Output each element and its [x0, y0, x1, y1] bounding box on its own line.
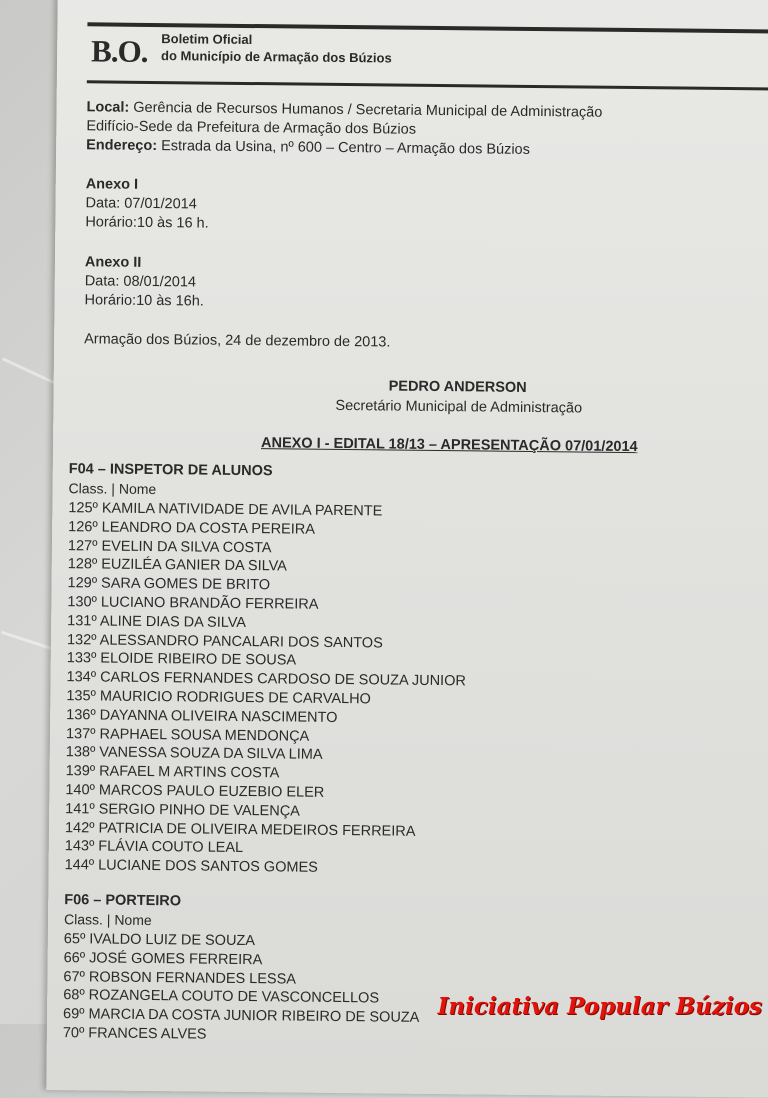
annex1-date: Data: 07/01/2014: [85, 195, 197, 213]
list-item: 138º VANESSA SOUZA DA SILVA LIMA: [65, 744, 323, 764]
list-item: 129º SARA GOMES DE BRITO: [67, 575, 271, 594]
bulletin-title-line1: Boletim Oficial: [161, 31, 253, 48]
document-page: [46, 0, 768, 1098]
place-date: Armação dos Búzios, 24 de dezembro de 2013.: [84, 331, 391, 351]
list-item: 144º LUCIANE DOS SANTOS GOMES: [64, 857, 318, 876]
address-value: Estrada da Usina, nº 600 – Centro – Armação dos Búzios: [161, 138, 530, 158]
annex1-block: [85, 175, 209, 233]
watermark-text: Iniciativa Popular Búzios: [437, 993, 762, 1020]
annex2-title: Anexo II: [84, 254, 142, 271]
section-f06-title: F06 – PORTEIRO: [64, 892, 182, 910]
section-f04-title: F04 – INSPETOR DE ALUNOS: [68, 461, 273, 480]
list-item: 132º ALESSANDRO PANCALARI DOS SANTOS: [66, 631, 383, 652]
list-item: 131º ALINE DIAS DA SILVA: [67, 612, 247, 631]
annex2-block: [84, 253, 204, 311]
list-item: 139º RAFAEL M ARTINS COSTA: [65, 763, 280, 782]
list-item: 130º LUCIANO BRANDÃO FERREIRA: [67, 594, 319, 613]
bulletin-title-line2: do Município de Armação dos Búzios: [161, 48, 392, 66]
list-item: 143º FLÁVIA COUTO LEAL: [64, 838, 244, 857]
list-item: 125º KAMILA NATIVIDADE DE AVILA PARENTE: [68, 500, 383, 520]
section-f04-column-header: Class. | Nome: [68, 480, 157, 498]
list-item: 66º JOSÉ GOMES FERREIRA: [63, 949, 263, 968]
building-line: Edifício-Sede da Prefeitura de Armação dos Búzios: [86, 118, 417, 138]
list-item: 136º DAYANNA OLIVEIRA NASCIMENTO: [66, 706, 338, 726]
header-rule: [87, 80, 768, 91]
annex-heading: ANEXO I - EDITAL 18/13 – APRESENTAÇÃO 07/01/2014: [260, 435, 638, 456]
list-item: 134º CARLOS FERNANDES CARDOSO DE SOUZA JUNIOR: [66, 669, 466, 690]
list-item: 70º FRANCES ALVES: [62, 1025, 207, 1043]
address-line: [86, 136, 602, 160]
list-item: 65º IVALDO LUIZ DE SOUZA: [63, 931, 256, 950]
annex2-time: Horário:10 às 16h.: [84, 292, 204, 310]
local-value: Gerência de Recursos Humanos / Secretaria Municipal de Administração: [133, 99, 603, 121]
section-f06-column-header: Class. | Nome: [63, 911, 152, 929]
list-item: 126º LEANDRO DA COSTA PEREIRA: [68, 518, 316, 538]
bo-logo: B.O.: [90, 33, 148, 69]
signature-name: PEDRO ANDERSON: [388, 378, 527, 396]
list-item: 133º ELOIDE RIBEIRO DE SOUSA: [66, 650, 297, 669]
list-item: 140º MARCOS PAULO EUZEBIO ELER: [65, 782, 325, 801]
list-item: 141º SERGIO PINHO DE VALENÇA: [65, 800, 300, 820]
annex1-title: Anexo I: [85, 176, 139, 193]
annex1-time: Horário:10 às 16 h.: [85, 214, 209, 232]
list-item: 142º PATRICIA DE OLIVEIRA MEDEIROS FERREIRA: [64, 819, 416, 840]
list-item: 135º MAURICIO RODRIGUES DE CARVALHO: [66, 688, 371, 708]
list-item: 68º ROZANGELA COUTO DE VASCONCELLOS: [63, 987, 380, 1007]
section-f04-list: [65, 499, 468, 879]
list-item: 69º MARCIA DA COSTA JUNIOR RIBEIRO DE SOUZA: [62, 1006, 420, 1027]
address-label: Endereço:: [86, 137, 158, 155]
local-label: Local:: [86, 99, 130, 116]
section-f06-list: [63, 930, 420, 1047]
list-item: 127º EVELIN DA SILVA COSTA: [67, 537, 272, 556]
signature-role: Secretário Municipal de Administração: [335, 397, 583, 417]
bulletin-title: [161, 30, 392, 66]
list-item: 137º RAPHAEL SOUSA MENDONÇA: [65, 725, 310, 745]
background-tile-line: [2, 357, 58, 385]
list-item: 128º EUZILÉA GANIER DA SILVA: [67, 556, 287, 575]
annex2-date: Data: 08/01/2014: [84, 273, 197, 291]
list-item: 67º ROBSON FERNANDES LESSA: [63, 968, 297, 988]
location-block: [86, 98, 602, 160]
